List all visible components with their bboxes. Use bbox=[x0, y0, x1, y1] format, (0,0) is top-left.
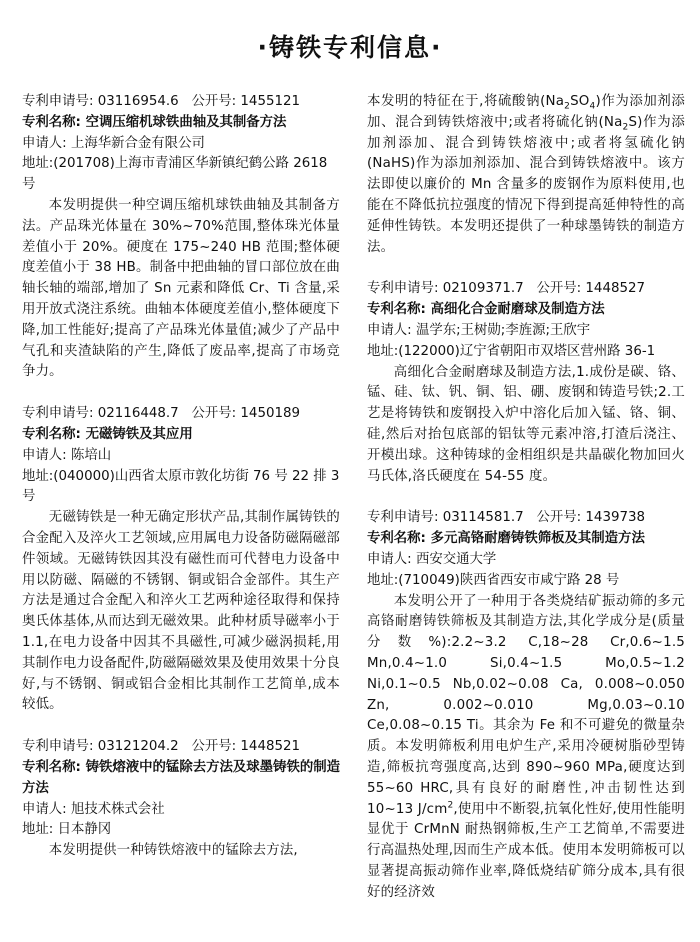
app-no-label: 专利申请号: bbox=[22, 406, 94, 422]
address-label: 地址: bbox=[22, 156, 54, 172]
patent-numbers bbox=[22, 404, 340, 425]
app-no-value: 03116954.6 bbox=[97, 94, 179, 109]
applicant-label: 申请人: bbox=[22, 801, 67, 817]
applicant-label: 申请人: bbox=[367, 551, 412, 567]
app-no-label: 专利申请号: bbox=[367, 281, 439, 297]
name-value: 多元高铬耐磨铸铁筛板及其制造方法 bbox=[430, 531, 645, 547]
address-value: (122000)辽宁省朝阳市双塔区营州路 36-1 bbox=[398, 343, 656, 359]
app-no-label: 专利申请号: bbox=[367, 510, 439, 526]
patent-numbers bbox=[22, 737, 340, 758]
patent-numbers bbox=[367, 279, 685, 300]
patent-entry bbox=[22, 737, 340, 862]
address-label: 地址: bbox=[22, 468, 54, 484]
patent-name bbox=[367, 300, 685, 321]
patent-address bbox=[367, 571, 685, 592]
patent-entry bbox=[367, 279, 685, 487]
address-label: 地址: bbox=[367, 572, 399, 588]
abstract-text: S)作为添加剂添加、混合到铸铁熔液中;或者将氢硫化钠(NaHS)作为添加剂添加、混合到铸铁熔液中。该方法即使以廉价的 Mn 含量多的废钢作为原料使用,也能在不降低抗拉强度的情况下得到提高延伸特性的高延伸性铸铁。本发明还提供了一种球墨铸铁的制造方法。 bbox=[367, 114, 685, 255]
applicant-value: 陈培山 bbox=[70, 447, 112, 463]
abstract-text: 本发明公开了一种用于各类烧结矿振动筛的多元高铬耐磨铸铁筛板及其制造方法,其化学成分是(质量分数%):2.2~3.2 C,18~28 Cr,0.6~1.5 Mn,0.4~1.0 Si,0.4~1.5 Mo,0.5~1.2 Ni,0.1~0.5 Nb,0.02~0.08 Ca, 0.008~0.050 Zn, 0.002~0.010 Mg,0.03~0.10 Ce,0.08~0.15 Ti。其余为 Fe 和不可避免的微量杂质。本发明筛板利用电炉生产,采用冷硬树脂砂型铸造,筛板抗弯强度高,达到 890~960 MPa,硬度达到 55~60 HRC,具有良好的耐磨性,冲击韧性达到 10~13 J/cm bbox=[367, 593, 685, 817]
patent-abstract: 本发明提供一种空调压缩机球铁曲轴及其制备方法。产品珠光体量在 30%~70%范围,整体珠光体量差值小于 20%。硬度在 175~240 HB 范围;整体硬度差值小于 38 HB。制备中把曲轴的冒口部位放在曲轴长轴的端部,增加了 Sn 元素和降低 Cr、Ti 含量,采用开放式浇注系统。曲轴本体硬度差值小,整体硬度下降,加工性能好;提高了产品珠光体量值;减少了产品中气孔和夹渣缺陷的产生,降低了废品率,提高了市场竞争力。 bbox=[22, 197, 340, 380]
applicant-value: 温学东;王树勋;李旌源;王欣宇 bbox=[415, 322, 591, 338]
patent-name bbox=[367, 529, 685, 550]
patent-abstract-start: 本发明提供一种铸铁熔液中的锰除去方法, bbox=[48, 843, 298, 859]
address-label: 地址: bbox=[367, 343, 399, 359]
name-value: 铸铁熔液中的锰除去方法及球墨铸铁的制造方法 bbox=[22, 759, 341, 796]
applicant-value: 西安交通大学 bbox=[415, 551, 497, 567]
app-no-value: 03121204.2 bbox=[97, 739, 179, 755]
patent-address bbox=[22, 467, 340, 509]
abstract-text: 本发明的特征在于,将硫酸钠(Na bbox=[367, 94, 565, 109]
patent-applicant bbox=[22, 134, 340, 155]
patent-abstract: 无磁铸铁是一种无确定形状产品,其制作属铸铁的合金配入及淬火工艺领域,应用属电力设备防磁隔磁部件领域。无磁铸铁因其没有磁性而可代替电力设备中用以防磁、隔磁的不锈钢、铜或铝合金部件。其生产方法是通过合金配入和淬火工艺两种途径取得和保持奥氏体基体,从而达到无磁效果。此种材质导磁率小于 1.1,在电力设备中因其不具磁性,可减少磁涡损耗,用其制作电力设备配件,防磁隔磁效果及使用效果十分良好,与不锈钢、铜或铝合金相比其制作工艺简单,成本较低。 bbox=[22, 510, 340, 713]
abstract-text: )作为添加剂添加、混合到铸铁熔液中;或者将硫化钠(Na bbox=[367, 94, 685, 130]
address-value: 日本静冈 bbox=[57, 822, 112, 838]
patent-applicant bbox=[367, 550, 685, 571]
pub-no-value: 1455121 bbox=[240, 94, 301, 109]
patent-name bbox=[22, 758, 340, 800]
pub-no-label: 公开号: bbox=[536, 510, 582, 526]
name-label: 专利名称: bbox=[367, 302, 426, 318]
applicant-label: 申请人: bbox=[22, 135, 67, 151]
patent-entry bbox=[22, 404, 340, 716]
applicant-label: 申请人: bbox=[22, 447, 67, 463]
app-no-value: 02116448.7 bbox=[97, 406, 179, 422]
app-no-value: 03114581.7 bbox=[442, 510, 524, 526]
pub-no-label: 公开号: bbox=[191, 406, 237, 422]
subscript: 2 bbox=[564, 101, 571, 112]
patent-name bbox=[22, 425, 340, 446]
name-label: 专利名称: bbox=[367, 531, 426, 547]
name-label: 专利名称: bbox=[22, 114, 81, 130]
left-column bbox=[22, 92, 340, 862]
patent-applicant bbox=[22, 446, 340, 467]
patent-name bbox=[22, 113, 340, 134]
pub-no-value: 1448527 bbox=[585, 281, 646, 297]
patent-address bbox=[367, 342, 685, 363]
superscript: 2 bbox=[447, 800, 454, 811]
name-value: 空调压缩机球铁曲轴及其制备方法 bbox=[85, 114, 287, 130]
name-value: 无磁铸铁及其应用 bbox=[85, 426, 193, 442]
patent-abstract bbox=[367, 592, 685, 904]
pub-no-label: 公开号: bbox=[536, 281, 582, 297]
right-column bbox=[367, 92, 685, 903]
address-value: (201708)上海市青浦区华新镇纪鹤公路 2618 号 bbox=[22, 156, 328, 193]
applicant-value: 旭技术株式会社 bbox=[70, 801, 165, 817]
patent-applicant bbox=[22, 800, 340, 821]
subscript: 4 bbox=[589, 101, 596, 112]
name-label: 专利名称: bbox=[22, 759, 81, 775]
applicant-label: 申请人: bbox=[367, 322, 412, 338]
patent-address bbox=[22, 154, 340, 196]
app-no-value: 02109371.7 bbox=[442, 281, 524, 297]
name-value: 高细化合金耐磨球及制造方法 bbox=[430, 302, 605, 318]
patent-entry bbox=[22, 92, 340, 383]
address-value: (040000)山西省太原市敦化坊街 76 号 22 排 3 号 bbox=[22, 468, 340, 505]
patent-entry bbox=[367, 508, 685, 903]
pub-no-value: 1450189 bbox=[240, 406, 301, 422]
abstract-text: ,使用中不断裂,抗氧化性好,使用性能明显优于 CrMnN 耐热钢筛板,生产工艺简单,不需要进行高温热处理,因而生产成本低。使用本发明筛板可以显著提高振动筛作业率,降低烧结矿筛分成本,具有很好的经济效 bbox=[367, 801, 685, 900]
subscript: 2 bbox=[622, 122, 629, 133]
applicant-value: 上海华新合金有限公司 bbox=[70, 135, 205, 151]
pub-no-label: 公开号: bbox=[191, 94, 237, 109]
pub-no-value: 1439738 bbox=[585, 510, 646, 526]
patent-address bbox=[22, 820, 340, 841]
abstract-text: SO bbox=[570, 94, 590, 109]
name-label: 专利名称: bbox=[22, 426, 81, 442]
address-label: 地址: bbox=[22, 822, 54, 838]
page-title: ·铸铁专利信息· bbox=[257, 33, 443, 62]
pub-no-value: 1448521 bbox=[240, 739, 301, 755]
patent-applicant bbox=[367, 321, 685, 342]
patent-abstract-continued bbox=[367, 92, 685, 258]
app-no-label: 专利申请号: bbox=[22, 94, 94, 109]
patent-numbers bbox=[22, 92, 340, 113]
app-no-label: 专利申请号: bbox=[22, 739, 94, 755]
patent-abstract: 高细化合金耐磨球及制造方法,1.成份是碳、铬、锰、硅、钛、钒、铜、铝、硼、废钢和铸造号铁;2.工艺是将铸铁和废钢投入炉中溶化后加入锰、铬、铜、硅,然后对抬包底部的铝钛等元素冲溶,打渣后浇注、开模出球。这种铸球的金相组织是共晶碳化物加回火马氏体,洛氏硬度在 54-55 度。 bbox=[367, 364, 685, 484]
patent-numbers bbox=[367, 508, 685, 529]
pub-no-label: 公开号: bbox=[191, 739, 237, 755]
address-value: (710049)陕西省西安市咸宁路 28 号 bbox=[398, 572, 620, 588]
